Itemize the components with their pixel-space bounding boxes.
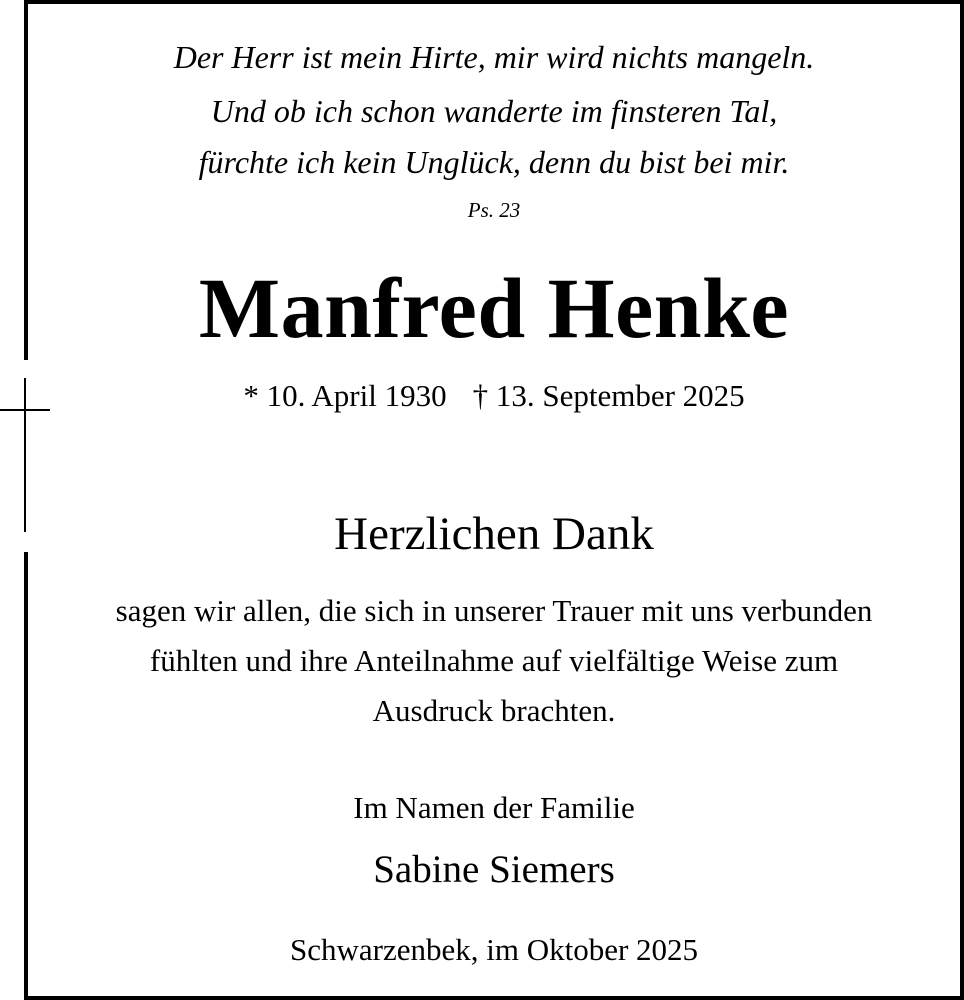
thanks-text-line-2: fühlten und ihre Anteilnahme auf vielfältige Weise zum [149, 643, 839, 678]
birth-date: * 10. April 1930 [243, 378, 447, 413]
cross-vertical-bar [24, 378, 26, 532]
life-dates [28, 376, 960, 416]
border-top [24, 0, 964, 4]
death-date: † 13. September 2025 [472, 378, 745, 413]
verse-line-2: Und ob ich schon wanderte im finsteren Tal, [210, 93, 778, 129]
thanks-text-line-3: Ausdruck brachten. [372, 693, 616, 728]
place-and-date: Schwarzenbek, im Oktober 2025 [289, 932, 699, 967]
verse-line-1: Der Herr ist mein Hirte, mir wird nichts mangeln. [173, 39, 815, 75]
signer-name: Sabine Siemers [373, 848, 615, 891]
verse-reference: Ps. 23 [467, 198, 521, 222]
border-right [960, 0, 964, 1000]
verse-line-3: fürchte ich kein Unglück, denn du bist bei mir. [198, 144, 790, 180]
deceased-name: Manfred Henke [198, 260, 790, 356]
thanks-text-line-1: sagen wir allen, die sich in unserer Trauer mit uns verbunden [115, 593, 873, 628]
thanks-heading: Herzlichen Dank [334, 508, 654, 560]
family-label: Im Namen der Familie [353, 790, 635, 825]
border-bottom [24, 996, 964, 1000]
